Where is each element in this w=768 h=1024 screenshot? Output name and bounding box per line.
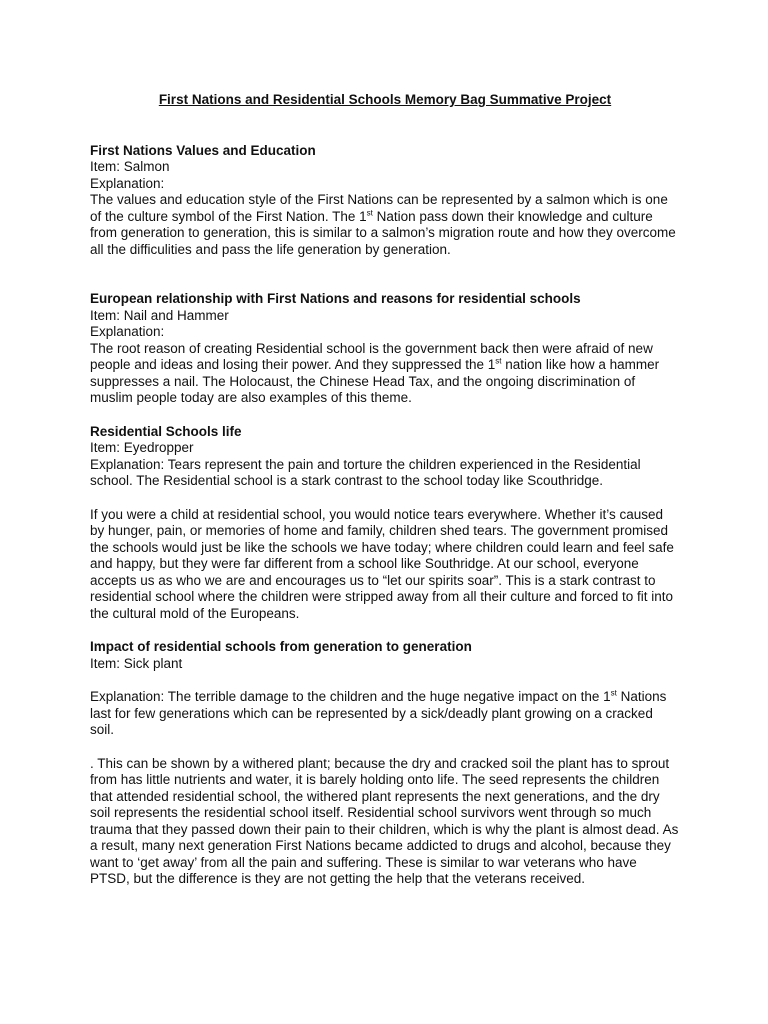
item-label: Item: Eyedropper (90, 440, 194, 455)
explanation-paragraph: Explanation: Tears represent the pain and torture the children experienced in the Residential school. The Residential school is a stark contrast to the school today like Scouthridge. (90, 456, 641, 488)
section-heading: European relationship with First Nations and reasons for residential schools (90, 291, 581, 306)
section-heading: Residential Schools life (90, 423, 242, 439)
item-label: Item: Salmon (90, 159, 170, 174)
paragraph-gap (90, 490, 680, 507)
body-paragraph: If you were a child at residential school, you would notice tears everywhere. Whether it’s caused by hunger, pain, or memories of home and family, children shed tears. The government promised the schools would just be like the schools we have today; where children could learn and feel safe and happy, but they were far different from a school like Southridge. At our school, everyone accepts us as who we are and encourages us to “let our spirits soar”. This is a stark contrast to residential school where the children were stripped away from all their culture and forced to fit into the cultural mold of the Europeans. (90, 506, 674, 621)
section-generational-impact (90, 639, 680, 888)
explanation-label: Explanation: (90, 175, 165, 191)
section-european-relationship (90, 291, 680, 407)
section-heading: Impact of residential schools from generation to generation (90, 639, 472, 654)
paragraph-text: Explanation: The terrible damage to the children and the huge negative impact on the 1 (90, 689, 611, 704)
body-paragraph: . This can be shown by a withered plant; because the dry and cracked soil the plant has to sprout from has little nutrients and water, it is barely holding onto life. The seed represents the children that attended residential school, the withered plant represents the next generations, and the dry soil represents the residential school itself. Residential school survivors went through so much trauma that they passed down their pain to their children, which is why the plant is almost dead. As a result, many next generation First Nations became addicted to drugs and alcohol, because they want to ‘get away’ from all the pain and suffering. These is similar to war veterans who have PTSD, but the difference is they are not getting the help that the veterans received. (90, 755, 679, 886)
item-label: Item: Sick plant (90, 655, 183, 671)
superscript: st (610, 688, 617, 698)
document-title: First Nations and Residential Schools Memory Bag Summative Project (158, 92, 612, 107)
explanation-label: Explanation: (90, 324, 165, 339)
explanation-paragraph (90, 341, 680, 407)
paragraph-text: The values and education style of the First Nations can be represented by a salmon which is one of the culture symbol of the First Nation. The 1 (90, 192, 668, 224)
paragraph-text: Nation pass down their knowledge and culture from generation to generation, this is similar to a salmon’s migration route and how they overcome all the difficulities and pass the life generation by generation. (90, 208, 676, 257)
explanation-paragraph (90, 192, 680, 258)
paragraph-text: nation like how a hammer suppresses a nail. The Holocaust, the Chinese Head Tax, and the ongoing discrimination of muslim people today are also examples of this theme. (90, 357, 660, 405)
paragraph-gap (90, 672, 680, 689)
document-content (90, 92, 680, 888)
paragraph-gap (90, 739, 680, 756)
paragraph-text: The root reason of creating Residential school is the government back then were afraid of new people and ideas and losing their power. And they suppressed the 1 (90, 340, 653, 372)
superscript: st (366, 208, 373, 217)
explanation-paragraph (90, 689, 680, 739)
section-heading: First Nations Values and Education (90, 142, 316, 158)
section-residential-life (90, 424, 680, 623)
superscript: st (495, 356, 502, 366)
paragraph-text: Nations last for few generations which can be represented by a sick/deadly plant growing on a cracked soil. (90, 689, 667, 737)
section-values-education (90, 143, 680, 259)
item-label: Item: Nail and Hammer (90, 307, 229, 323)
